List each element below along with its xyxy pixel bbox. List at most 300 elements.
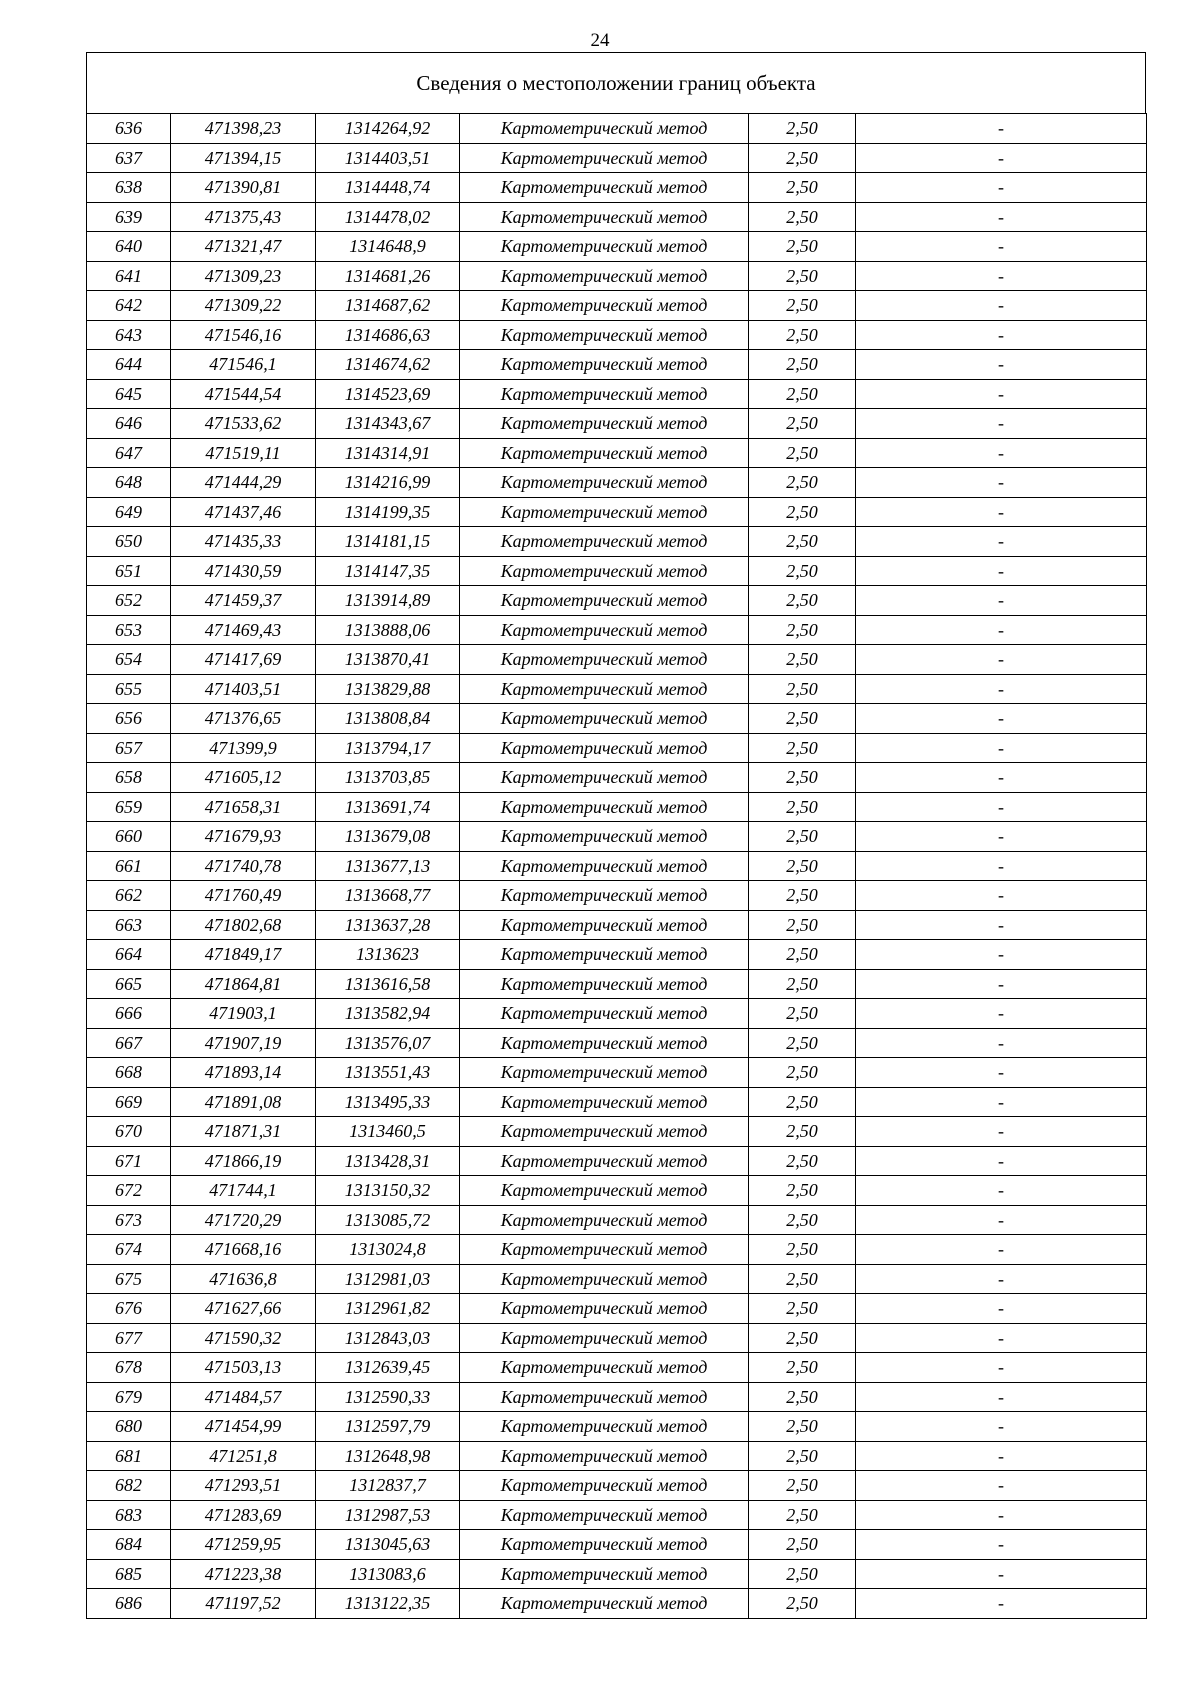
point-number-cell: 646 — [87, 409, 171, 439]
y-coordinate-cell: 1313703,85 — [316, 763, 460, 793]
accuracy-cell: 2,50 — [749, 1471, 856, 1501]
table-row — [87, 438, 1147, 468]
table-row — [87, 1294, 1147, 1324]
x-coordinate-cell: 471891,08 — [171, 1087, 316, 1117]
method-cell: Картометрический метод — [460, 1412, 749, 1442]
table-row — [87, 822, 1147, 852]
accuracy-cell: 2,50 — [749, 143, 856, 173]
accuracy-cell: 2,50 — [749, 1530, 856, 1560]
y-coordinate-cell: 1312648,98 — [316, 1441, 460, 1471]
y-coordinate-cell: 1313616,58 — [316, 969, 460, 999]
x-coordinate-cell: 471849,17 — [171, 940, 316, 970]
accuracy-cell: 2,50 — [749, 674, 856, 704]
table-row — [87, 586, 1147, 616]
y-coordinate-cell: 1313576,07 — [316, 1028, 460, 1058]
method-cell: Картометрический метод — [460, 1028, 749, 1058]
description-cell: - — [856, 1294, 1147, 1324]
description-cell: - — [856, 202, 1147, 232]
point-number-cell: 660 — [87, 822, 171, 852]
point-number-cell: 663 — [87, 910, 171, 940]
y-coordinate-cell: 1313045,63 — [316, 1530, 460, 1560]
accuracy-cell: 2,50 — [749, 1264, 856, 1294]
table-row — [87, 527, 1147, 557]
point-number-cell: 678 — [87, 1353, 171, 1383]
method-cell: Картометрический метод — [460, 822, 749, 852]
table-row — [87, 763, 1147, 793]
table-row — [87, 1353, 1147, 1383]
y-coordinate-cell: 1313679,08 — [316, 822, 460, 852]
description-cell: - — [856, 350, 1147, 380]
table-row — [87, 1264, 1147, 1294]
method-cell: Картометрический метод — [460, 1471, 749, 1501]
accuracy-cell: 2,50 — [749, 1353, 856, 1383]
x-coordinate-cell: 471907,19 — [171, 1028, 316, 1058]
x-coordinate-cell: 471546,16 — [171, 320, 316, 350]
y-coordinate-cell: 1312837,7 — [316, 1471, 460, 1501]
table-row — [87, 1117, 1147, 1147]
description-cell: - — [856, 586, 1147, 616]
y-coordinate-cell: 1313637,28 — [316, 910, 460, 940]
method-cell: Картометрический метод — [460, 409, 749, 439]
point-number-cell: 656 — [87, 704, 171, 734]
method-cell: Картометрический метод — [460, 615, 749, 645]
table-row — [87, 733, 1147, 763]
method-cell: Картометрический метод — [460, 1294, 749, 1324]
x-coordinate-cell: 471544,54 — [171, 379, 316, 409]
method-cell: Картометрический метод — [460, 1323, 749, 1353]
point-number-cell: 671 — [87, 1146, 171, 1176]
x-coordinate-cell: 471283,69 — [171, 1500, 316, 1530]
accuracy-cell: 2,50 — [749, 940, 856, 970]
description-cell: - — [856, 1323, 1147, 1353]
accuracy-cell: 2,50 — [749, 1441, 856, 1471]
y-coordinate-cell: 1314403,51 — [316, 143, 460, 173]
accuracy-cell: 2,50 — [749, 1087, 856, 1117]
table-row — [87, 173, 1147, 203]
accuracy-cell: 2,50 — [749, 320, 856, 350]
method-cell: Картометрический метод — [460, 261, 749, 291]
description-cell: - — [856, 232, 1147, 262]
table-row — [87, 851, 1147, 881]
accuracy-cell: 2,50 — [749, 1500, 856, 1530]
x-coordinate-cell: 471435,33 — [171, 527, 316, 557]
table-row — [87, 1146, 1147, 1176]
method-cell: Картометрический метод — [460, 940, 749, 970]
description-cell: - — [856, 1441, 1147, 1471]
accuracy-cell: 2,50 — [749, 645, 856, 675]
point-number-cell: 685 — [87, 1559, 171, 1589]
accuracy-cell: 2,50 — [749, 586, 856, 616]
method-cell: Картометрический метод — [460, 379, 749, 409]
point-number-cell: 676 — [87, 1294, 171, 1324]
accuracy-cell: 2,50 — [749, 1559, 856, 1589]
point-number-cell: 673 — [87, 1205, 171, 1235]
boundary-points-table — [86, 113, 1147, 1619]
point-number-cell: 661 — [87, 851, 171, 881]
method-cell: Картометрический метод — [460, 851, 749, 881]
description-cell: - — [856, 438, 1147, 468]
method-cell: Картометрический метод — [460, 350, 749, 380]
point-number-cell: 667 — [87, 1028, 171, 1058]
table-row — [87, 1412, 1147, 1442]
accuracy-cell: 2,50 — [749, 822, 856, 852]
x-coordinate-cell: 471590,32 — [171, 1323, 316, 1353]
x-coordinate-cell: 471444,29 — [171, 468, 316, 498]
point-number-cell: 648 — [87, 468, 171, 498]
accuracy-cell: 2,50 — [749, 969, 856, 999]
y-coordinate-cell: 1313691,74 — [316, 792, 460, 822]
point-number-cell: 647 — [87, 438, 171, 468]
y-coordinate-cell: 1314686,63 — [316, 320, 460, 350]
description-cell: - — [856, 763, 1147, 793]
table-row — [87, 1205, 1147, 1235]
x-coordinate-cell: 471223,38 — [171, 1559, 316, 1589]
y-coordinate-cell: 1312639,45 — [316, 1353, 460, 1383]
description-cell: - — [856, 114, 1147, 144]
method-cell: Картометрический метод — [460, 438, 749, 468]
x-coordinate-cell: 471658,31 — [171, 792, 316, 822]
description-cell: - — [856, 645, 1147, 675]
accuracy-cell: 2,50 — [749, 1146, 856, 1176]
point-number-cell: 675 — [87, 1264, 171, 1294]
y-coordinate-cell: 1314199,35 — [316, 497, 460, 527]
point-number-cell: 672 — [87, 1176, 171, 1206]
description-cell: - — [856, 940, 1147, 970]
method-cell: Картометрический метод — [460, 1058, 749, 1088]
description-cell: - — [856, 881, 1147, 911]
table-row — [87, 1087, 1147, 1117]
accuracy-cell: 2,50 — [749, 202, 856, 232]
accuracy-cell: 2,50 — [749, 379, 856, 409]
description-cell: - — [856, 291, 1147, 321]
x-coordinate-cell: 471321,47 — [171, 232, 316, 262]
x-coordinate-cell: 471533,62 — [171, 409, 316, 439]
x-coordinate-cell: 471375,43 — [171, 202, 316, 232]
description-cell: - — [856, 1500, 1147, 1530]
table-row — [87, 291, 1147, 321]
y-coordinate-cell: 1313888,06 — [316, 615, 460, 645]
x-coordinate-cell: 471197,52 — [171, 1589, 316, 1619]
method-cell: Картометрический метод — [460, 1205, 749, 1235]
description-cell: - — [856, 468, 1147, 498]
x-coordinate-cell: 471293,51 — [171, 1471, 316, 1501]
method-cell: Картометрический метод — [460, 232, 749, 262]
method-cell: Картометрический метод — [460, 114, 749, 144]
x-coordinate-cell: 471469,43 — [171, 615, 316, 645]
x-coordinate-cell: 471679,93 — [171, 822, 316, 852]
description-cell: - — [856, 1176, 1147, 1206]
table-body — [87, 114, 1147, 1619]
accuracy-cell: 2,50 — [749, 792, 856, 822]
x-coordinate-cell: 471893,14 — [171, 1058, 316, 1088]
x-coordinate-cell: 471519,11 — [171, 438, 316, 468]
accuracy-cell: 2,50 — [749, 999, 856, 1029]
x-coordinate-cell: 471376,65 — [171, 704, 316, 734]
accuracy-cell: 2,50 — [749, 261, 856, 291]
table-row — [87, 114, 1147, 144]
x-coordinate-cell: 471720,29 — [171, 1205, 316, 1235]
y-coordinate-cell: 1313582,94 — [316, 999, 460, 1029]
y-coordinate-cell: 1313122,35 — [316, 1589, 460, 1619]
x-coordinate-cell: 471740,78 — [171, 851, 316, 881]
y-coordinate-cell: 1314448,74 — [316, 173, 460, 203]
point-number-cell: 677 — [87, 1323, 171, 1353]
x-coordinate-cell: 471546,1 — [171, 350, 316, 380]
x-coordinate-cell: 471394,15 — [171, 143, 316, 173]
table-row — [87, 261, 1147, 291]
method-cell: Картометрический метод — [460, 910, 749, 940]
description-cell: - — [856, 704, 1147, 734]
x-coordinate-cell: 471398,23 — [171, 114, 316, 144]
accuracy-cell: 2,50 — [749, 350, 856, 380]
accuracy-cell: 2,50 — [749, 1412, 856, 1442]
y-coordinate-cell: 1312981,03 — [316, 1264, 460, 1294]
accuracy-cell: 2,50 — [749, 763, 856, 793]
x-coordinate-cell: 471802,68 — [171, 910, 316, 940]
method-cell: Картометрический метод — [460, 173, 749, 203]
table-row — [87, 940, 1147, 970]
point-number-cell: 657 — [87, 733, 171, 763]
x-coordinate-cell: 471403,51 — [171, 674, 316, 704]
method-cell: Картометрический метод — [460, 320, 749, 350]
x-coordinate-cell: 471668,16 — [171, 1235, 316, 1265]
accuracy-cell: 2,50 — [749, 615, 856, 645]
description-cell: - — [856, 1382, 1147, 1412]
table-row — [87, 350, 1147, 380]
method-cell: Картометрический метод — [460, 999, 749, 1029]
accuracy-cell: 2,50 — [749, 851, 856, 881]
description-cell: - — [856, 910, 1147, 940]
method-cell: Картометрический метод — [460, 1441, 749, 1471]
point-number-cell: 642 — [87, 291, 171, 321]
point-number-cell: 670 — [87, 1117, 171, 1147]
method-cell: Картометрический метод — [460, 468, 749, 498]
accuracy-cell: 2,50 — [749, 1294, 856, 1324]
method-cell: Картометрический метод — [460, 1382, 749, 1412]
point-number-cell: 684 — [87, 1530, 171, 1560]
accuracy-cell: 2,50 — [749, 497, 856, 527]
point-number-cell: 653 — [87, 615, 171, 645]
y-coordinate-cell: 1313668,77 — [316, 881, 460, 911]
point-number-cell: 641 — [87, 261, 171, 291]
point-number-cell: 681 — [87, 1441, 171, 1471]
description-cell: - — [856, 527, 1147, 557]
method-cell: Картометрический метод — [460, 556, 749, 586]
x-coordinate-cell: 471259,95 — [171, 1530, 316, 1560]
table-row — [87, 468, 1147, 498]
x-coordinate-cell: 471459,37 — [171, 586, 316, 616]
description-cell: - — [856, 1589, 1147, 1619]
description-cell: - — [856, 556, 1147, 586]
method-cell: Картометрический метод — [460, 1353, 749, 1383]
method-cell: Картометрический метод — [460, 1176, 749, 1206]
table-row — [87, 615, 1147, 645]
method-cell: Картометрический метод — [460, 1589, 749, 1619]
y-coordinate-cell: 1313551,43 — [316, 1058, 460, 1088]
method-cell: Картометрический метод — [460, 1500, 749, 1530]
accuracy-cell: 2,50 — [749, 291, 856, 321]
table-row — [87, 497, 1147, 527]
description-cell: - — [856, 851, 1147, 881]
description-cell: - — [856, 1530, 1147, 1560]
y-coordinate-cell: 1313460,5 — [316, 1117, 460, 1147]
description-cell: - — [856, 792, 1147, 822]
accuracy-cell: 2,50 — [749, 438, 856, 468]
table-row — [87, 1530, 1147, 1560]
x-coordinate-cell: 471866,19 — [171, 1146, 316, 1176]
point-number-cell: 664 — [87, 940, 171, 970]
point-number-cell: 679 — [87, 1382, 171, 1412]
description-cell: - — [856, 320, 1147, 350]
description-cell: - — [856, 733, 1147, 763]
y-coordinate-cell: 1314216,99 — [316, 468, 460, 498]
y-coordinate-cell: 1313150,32 — [316, 1176, 460, 1206]
table-row — [87, 1235, 1147, 1265]
description-cell: - — [856, 1235, 1147, 1265]
y-coordinate-cell: 1314478,02 — [316, 202, 460, 232]
y-coordinate-cell: 1314523,69 — [316, 379, 460, 409]
accuracy-cell: 2,50 — [749, 173, 856, 203]
table-row — [87, 320, 1147, 350]
point-number-cell: 643 — [87, 320, 171, 350]
table-row — [87, 1500, 1147, 1530]
point-number-cell: 640 — [87, 232, 171, 262]
accuracy-cell: 2,50 — [749, 1205, 856, 1235]
accuracy-cell: 2,50 — [749, 1058, 856, 1088]
table-row — [87, 232, 1147, 262]
description-cell: - — [856, 1058, 1147, 1088]
table-row — [87, 202, 1147, 232]
x-coordinate-cell: 471454,99 — [171, 1412, 316, 1442]
x-coordinate-cell: 471744,1 — [171, 1176, 316, 1206]
x-coordinate-cell: 471309,23 — [171, 261, 316, 291]
table-row — [87, 969, 1147, 999]
method-cell: Картометрический метод — [460, 969, 749, 999]
y-coordinate-cell: 1314147,35 — [316, 556, 460, 586]
point-number-cell: 662 — [87, 881, 171, 911]
description-cell: - — [856, 1087, 1147, 1117]
table-row — [87, 881, 1147, 911]
y-coordinate-cell: 1314648,9 — [316, 232, 460, 262]
point-number-cell: 639 — [87, 202, 171, 232]
accuracy-cell: 2,50 — [749, 232, 856, 262]
description-cell: - — [856, 822, 1147, 852]
table-title: Сведения о местоположении границ объекта — [86, 52, 1146, 113]
table-row — [87, 704, 1147, 734]
method-cell: Картометрический метод — [460, 1235, 749, 1265]
x-coordinate-cell: 471309,22 — [171, 291, 316, 321]
point-number-cell: 686 — [87, 1589, 171, 1619]
description-cell: - — [856, 1205, 1147, 1235]
table-row — [87, 143, 1147, 173]
x-coordinate-cell: 471484,57 — [171, 1382, 316, 1412]
point-number-cell: 649 — [87, 497, 171, 527]
x-coordinate-cell: 471871,31 — [171, 1117, 316, 1147]
accuracy-cell: 2,50 — [749, 881, 856, 911]
y-coordinate-cell: 1313083,6 — [316, 1559, 460, 1589]
description-cell: - — [856, 497, 1147, 527]
y-coordinate-cell: 1314674,62 — [316, 350, 460, 380]
table-row — [87, 1176, 1147, 1206]
x-coordinate-cell: 471636,8 — [171, 1264, 316, 1294]
accuracy-cell: 2,50 — [749, 114, 856, 144]
x-coordinate-cell: 471605,12 — [171, 763, 316, 793]
point-number-cell: 659 — [87, 792, 171, 822]
method-cell: Картометрический метод — [460, 881, 749, 911]
y-coordinate-cell: 1314343,67 — [316, 409, 460, 439]
x-coordinate-cell: 471627,66 — [171, 1294, 316, 1324]
x-coordinate-cell: 471864,81 — [171, 969, 316, 999]
point-number-cell: 665 — [87, 969, 171, 999]
accuracy-cell: 2,50 — [749, 409, 856, 439]
x-coordinate-cell: 471903,1 — [171, 999, 316, 1029]
y-coordinate-cell: 1312843,03 — [316, 1323, 460, 1353]
table-row — [87, 1028, 1147, 1058]
accuracy-cell: 2,50 — [749, 556, 856, 586]
point-number-cell: 658 — [87, 763, 171, 793]
description-cell: - — [856, 173, 1147, 203]
point-number-cell: 650 — [87, 527, 171, 557]
description-cell: - — [856, 409, 1147, 439]
accuracy-cell: 2,50 — [749, 704, 856, 734]
method-cell: Картометрический метод — [460, 792, 749, 822]
description-cell: - — [856, 1353, 1147, 1383]
table-row — [87, 379, 1147, 409]
description-cell: - — [856, 1264, 1147, 1294]
description-cell: - — [856, 1117, 1147, 1147]
method-cell: Картометрический метод — [460, 291, 749, 321]
y-coordinate-cell: 1313870,41 — [316, 645, 460, 675]
method-cell: Картометрический метод — [460, 1264, 749, 1294]
point-number-cell: 682 — [87, 1471, 171, 1501]
accuracy-cell: 2,50 — [749, 1323, 856, 1353]
point-number-cell: 666 — [87, 999, 171, 1029]
method-cell: Картометрический метод — [460, 1530, 749, 1560]
method-cell: Картометрический метод — [460, 763, 749, 793]
x-coordinate-cell: 471390,81 — [171, 173, 316, 203]
method-cell: Картометрический метод — [460, 645, 749, 675]
accuracy-cell: 2,50 — [749, 527, 856, 557]
description-cell: - — [856, 261, 1147, 291]
accuracy-cell: 2,50 — [749, 733, 856, 763]
y-coordinate-cell: 1314181,15 — [316, 527, 460, 557]
accuracy-cell: 2,50 — [749, 1028, 856, 1058]
method-cell: Картометрический метод — [460, 674, 749, 704]
description-cell: - — [856, 674, 1147, 704]
y-coordinate-cell: 1313914,89 — [316, 586, 460, 616]
table-row — [87, 674, 1147, 704]
y-coordinate-cell: 1314314,91 — [316, 438, 460, 468]
table-row — [87, 792, 1147, 822]
accuracy-cell: 2,50 — [749, 468, 856, 498]
method-cell: Картометрический метод — [460, 1087, 749, 1117]
y-coordinate-cell: 1314264,92 — [316, 114, 460, 144]
y-coordinate-cell: 1312961,82 — [316, 1294, 460, 1324]
table-row — [87, 409, 1147, 439]
boundary-table-sheet — [86, 52, 1146, 1619]
method-cell: Картометрический метод — [460, 143, 749, 173]
y-coordinate-cell: 1313623 — [316, 940, 460, 970]
x-coordinate-cell: 471503,13 — [171, 1353, 316, 1383]
description-cell: - — [856, 1559, 1147, 1589]
point-number-cell: 637 — [87, 143, 171, 173]
point-number-cell: 680 — [87, 1412, 171, 1442]
x-coordinate-cell: 471399,9 — [171, 733, 316, 763]
y-coordinate-cell: 1314681,26 — [316, 261, 460, 291]
point-number-cell: 636 — [87, 114, 171, 144]
description-cell: - — [856, 999, 1147, 1029]
accuracy-cell: 2,50 — [749, 1176, 856, 1206]
